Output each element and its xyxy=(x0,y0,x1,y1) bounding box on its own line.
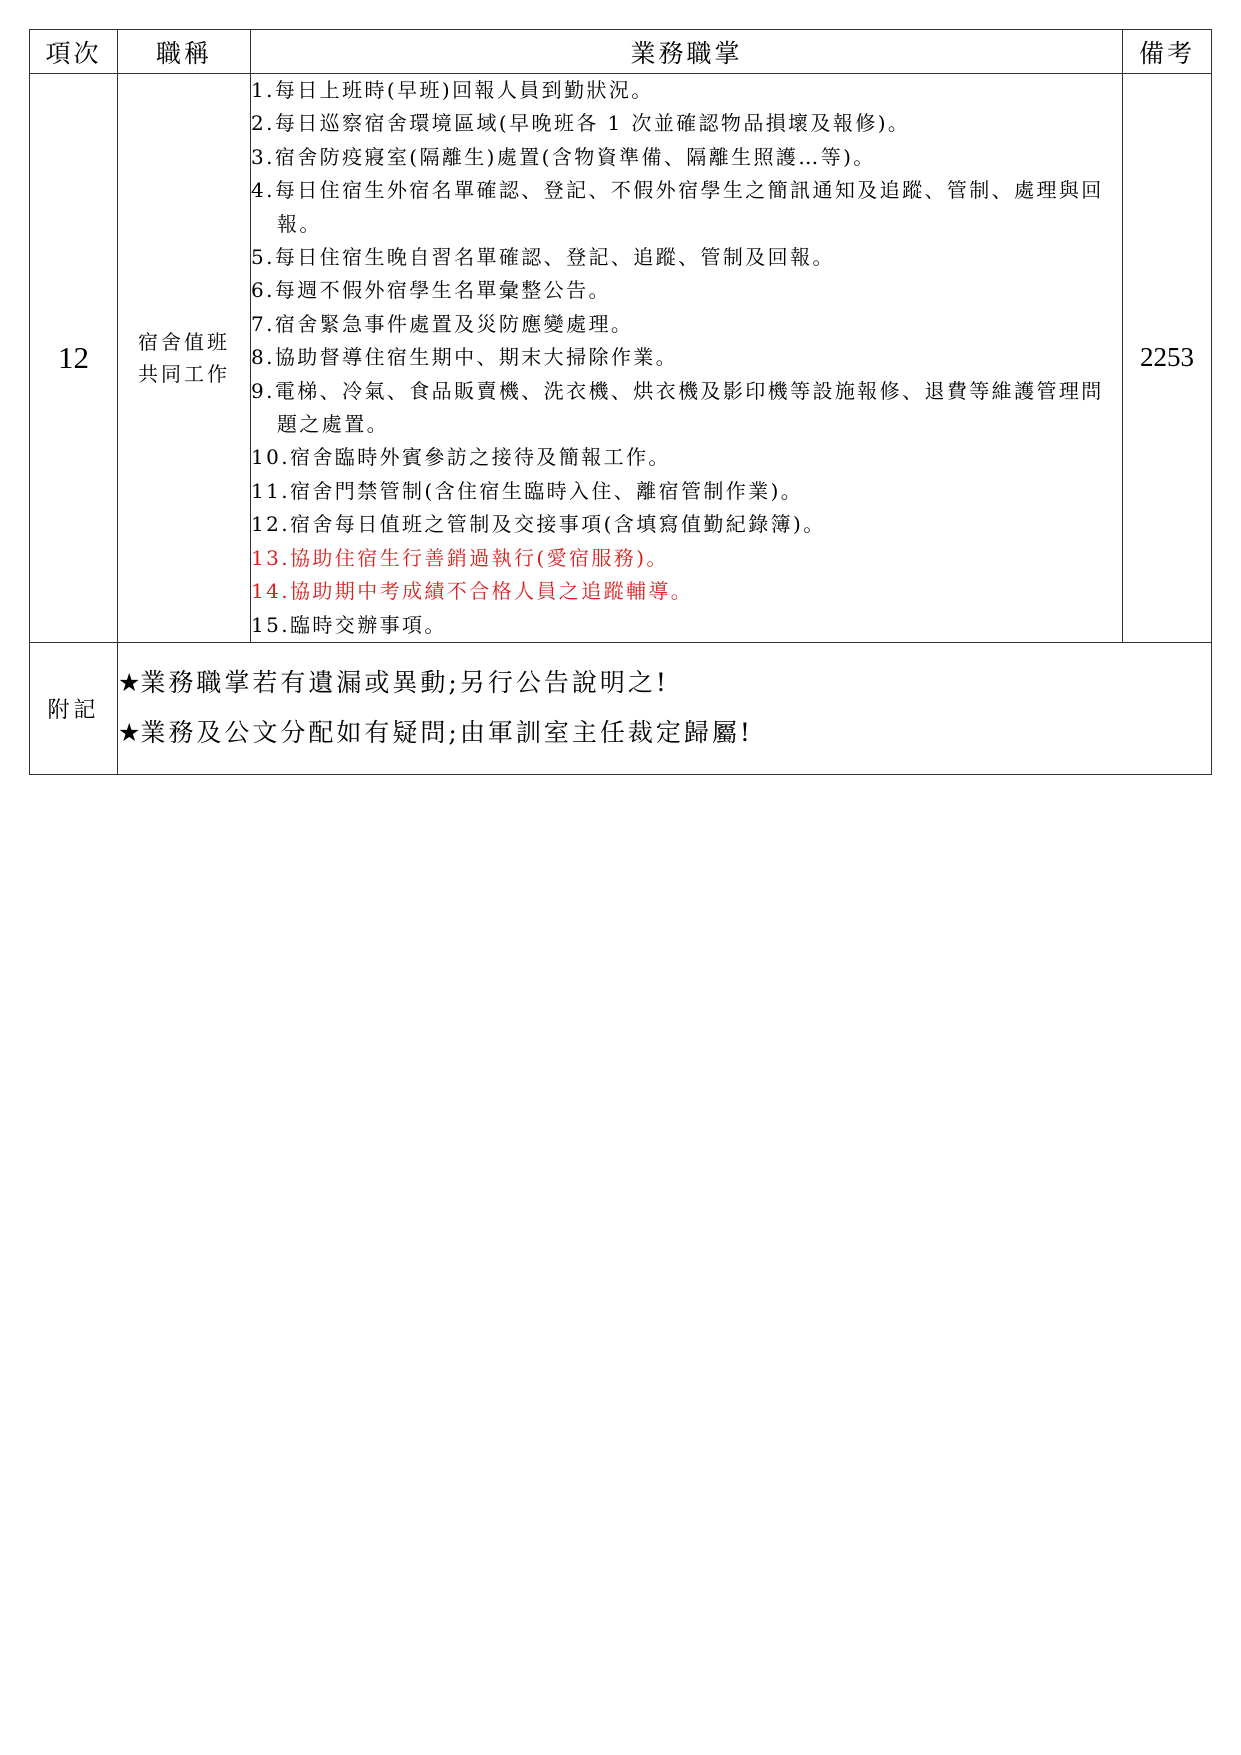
job-title-line-2: 共同工作 xyxy=(138,361,230,386)
duty-item: 6.每週不假外宿學生名單彙整公告。 xyxy=(251,278,611,303)
job-title xyxy=(118,74,251,643)
notes-label: 附記 xyxy=(30,642,118,774)
header-remark: 備考 xyxy=(1123,30,1212,74)
duty-item: 9.電梯、冷氣、食品販賣機、洗衣機、烘衣機及影印機等設施報修、退費等維護管理問題之處置。 xyxy=(251,378,1104,437)
table-row xyxy=(30,74,1212,643)
remark-value: 2253 xyxy=(1123,74,1212,643)
duty-item: 10.宿舍臨時外賓參訪之接待及簡報工作。 xyxy=(251,445,671,470)
note-text-2: 業務及公文分配如有疑問;由軍訓室主任裁定歸屬! xyxy=(140,718,753,748)
duty-item: 12.宿舍每日值班之管制及交接事項(含填寫值勤紀錄簿)。 xyxy=(251,512,826,537)
header-title: 職稱 xyxy=(118,30,251,74)
duty-item: 5.每日住宿生晚自習名單確認、登記、追蹤、管制及回報。 xyxy=(251,245,835,270)
duty-item: 7.宿舍緊急事件處置及災防應變處理。 xyxy=(251,311,634,336)
star-icon: ★ xyxy=(118,718,141,748)
duty-item: 2.每日巡察宿舍環境區域(早晚班各 1 次並確認物品損壞及報修)。 xyxy=(251,111,911,136)
duty-item: 8.協助督導住宿生期中、期末大掃除作業。 xyxy=(251,345,679,370)
duty-item-highlighted: 13.協助住宿生行善銷過執行(愛宿服務)。 xyxy=(251,545,669,570)
star-icon: ★ xyxy=(118,668,141,698)
duty-item: 4.每日住宿生外宿名單確認、登記、不假外宿學生之簡訊通知及追蹤、管制、處理與回報。 xyxy=(251,178,1104,236)
duties-list xyxy=(251,74,1122,642)
duty-item-highlighted: 14.協助期中考成績不合格人員之追蹤輔導。 xyxy=(251,579,694,604)
header-item-no: 項次 xyxy=(30,30,118,74)
job-title-line-1: 宿舍值班 xyxy=(138,329,230,354)
notes-cell xyxy=(118,642,1212,774)
item-number: 12 xyxy=(30,74,118,643)
duty-table xyxy=(29,29,1212,775)
header-row xyxy=(30,30,1212,74)
duty-item: 3.宿舍防疫寢室(隔離生)處置(含物資準備、隔離生照護…等)。 xyxy=(251,144,876,169)
note-text-1: 業務職掌若有遺漏或異動;另行公告說明之! xyxy=(140,668,669,698)
duty-item: 11.宿舍門禁管制(含住宿生臨時入住、離宿管制作業)。 xyxy=(251,478,804,503)
notes-row xyxy=(30,642,1212,774)
duty-item: 1.每日上班時(早班)回報人員到勤狀況。 xyxy=(251,78,654,102)
duty-item: 15.臨時交辦事項。 xyxy=(251,612,447,637)
note-line-2 xyxy=(118,708,1211,758)
note-line-1 xyxy=(118,658,1211,708)
header-duties: 業務職掌 xyxy=(251,30,1123,74)
duties-cell xyxy=(251,74,1123,643)
